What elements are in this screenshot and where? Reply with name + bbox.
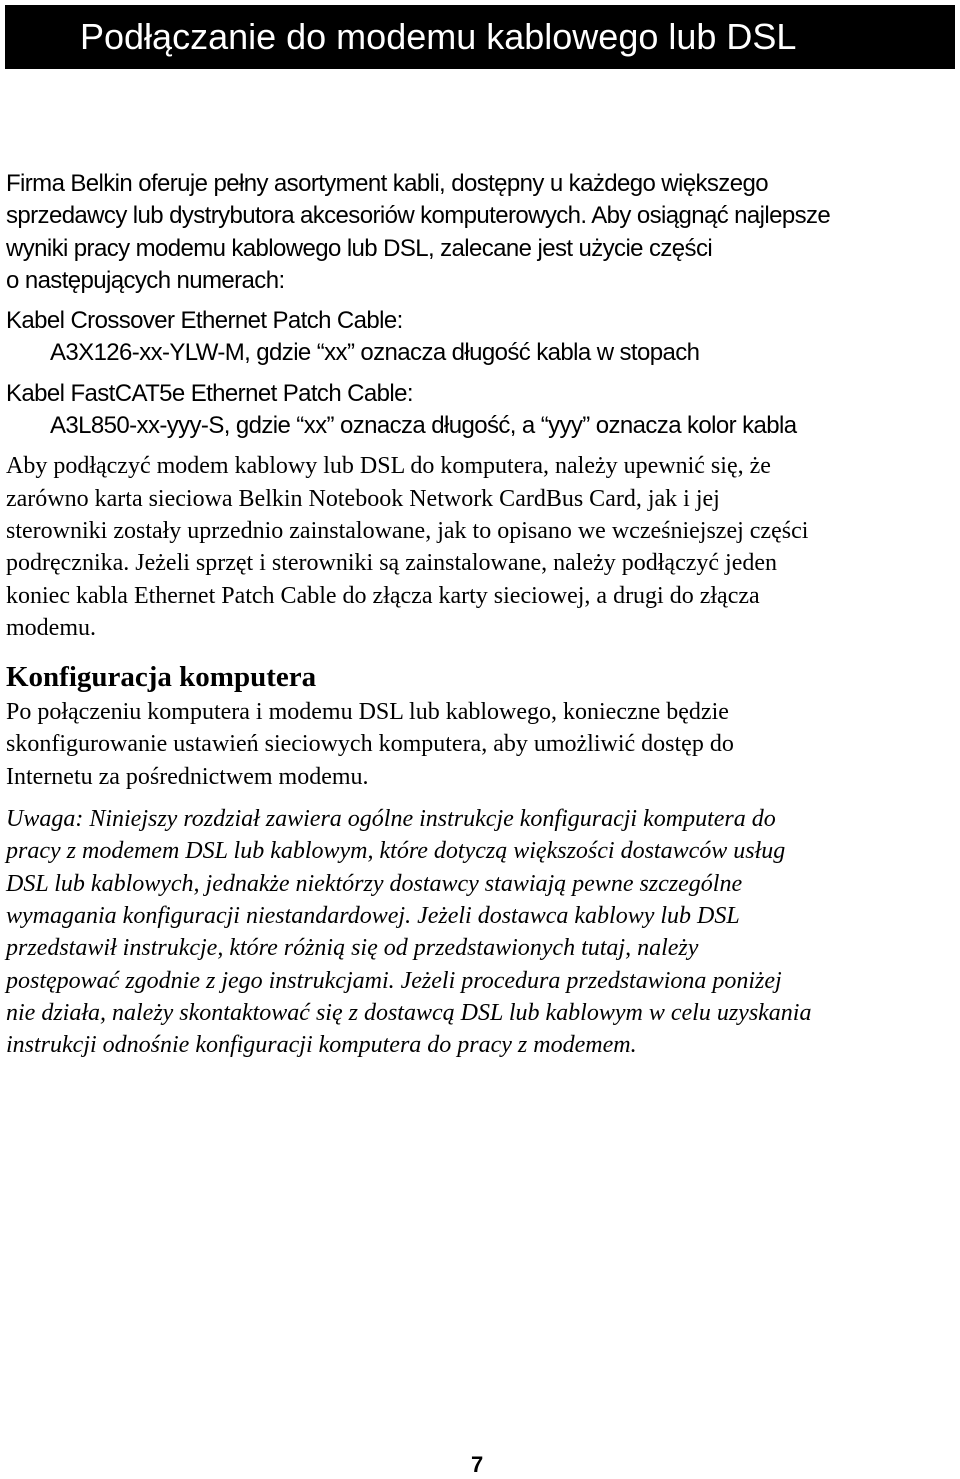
page-number: 7 bbox=[471, 1452, 484, 1477]
text-line: skonfigurowanie ustawień sieciowych komputera, aby umożliwić dostęp do bbox=[6, 731, 734, 758]
text-line: DSL lub kablowych, jednakże niektórzy dostawcy stawiają pewne szczególne bbox=[6, 870, 743, 897]
text-line: pracy z modemem DSL lub kablowym, które dotyczą większości dostawców usług bbox=[6, 838, 786, 865]
text-line: koniec kabla Ethernet Patch Cable do złącza karty sieciowej, a drugi do złącza bbox=[6, 582, 760, 609]
text-line: wymagania konfiguracji niestandardowej. Jeżeli dostawca kablowy lub DSL bbox=[6, 902, 740, 929]
page-content bbox=[6, 168, 956, 1061]
section-heading: Konfiguracja komputera bbox=[6, 661, 317, 694]
text-line: instrukcji odnośnie konfiguracji komputera do pracy z modemem. bbox=[6, 1032, 637, 1059]
text-line: postępować zgodnie z jego instrukcjami. Jeżeli procedura przedstawiona poniżej bbox=[6, 967, 782, 994]
text-line: Aby podłączyć modem kablowy lub DSL do komputera, należy upewnić się, że bbox=[6, 453, 771, 480]
cable-part-number: A3X126-xx-YLW-M, gdzie “xx” oznacza długość kabla w stopach bbox=[50, 339, 700, 367]
intro-paragraph bbox=[6, 168, 956, 297]
text-line: modemu. bbox=[6, 614, 96, 641]
cable-item-crossover bbox=[6, 305, 956, 370]
cable-item-fastcat5e bbox=[6, 378, 956, 443]
config-paragraph bbox=[6, 696, 956, 793]
header-bar bbox=[5, 5, 955, 69]
text-line: podręcznika. Jeżeli sprzęt i sterowniki są zainstalowane, należy podłączyć jeden bbox=[6, 550, 777, 577]
text-line: nie działa, należy skontaktować się z dostawcą DSL lub kablowym w celu uzyskania bbox=[6, 999, 812, 1026]
text-line: sprzedawcy lub dystrybutora akcesoriów komputerowych. Aby osiągnąć najlepsze bbox=[6, 202, 831, 230]
note-paragraph bbox=[6, 803, 956, 1061]
cable-label: Kabel Crossover Ethernet Patch Cable: bbox=[6, 307, 403, 335]
text-line: przedstawił instrukcje, które różnią się od przedstawionych tutaj, należy bbox=[6, 935, 699, 962]
page-title: Podłączanie do modemu kablowego lub DSL bbox=[80, 16, 797, 57]
text-line: zarówno karta sieciowa Belkin Notebook Network CardBus Card, jak i jej bbox=[6, 485, 720, 512]
cable-label: Kabel FastCAT5e Ethernet Patch Cable: bbox=[6, 379, 413, 407]
text-line: sterowniki zostały uprzednio zainstalowane, jak to opisano we wcześniejszej części bbox=[6, 517, 809, 544]
connect-paragraph bbox=[6, 450, 956, 644]
text-line: Firma Belkin oferuje pełny asortyment kabli, dostępny u każdego większego bbox=[6, 170, 768, 197]
text-line: Internetu za pośrednictwem modemu. bbox=[6, 763, 369, 790]
text-line: o następujących numerach: bbox=[6, 266, 285, 294]
text-line: wyniki pracy modemu kablowego lub DSL, zalecane jest użycie części bbox=[6, 234, 713, 262]
cable-part-number: A3L850-xx-yyy-S, gdzie “xx” oznacza długość, a “yyy” oznacza kolor kabla bbox=[50, 412, 797, 440]
text-line: Uwaga: Niniejszy rozdział zawiera ogólne instrukcje konfiguracji komputera do bbox=[6, 806, 776, 833]
text-line: Po połączeniu komputera i modemu DSL lub kablowego, konieczne będzie bbox=[6, 699, 729, 726]
